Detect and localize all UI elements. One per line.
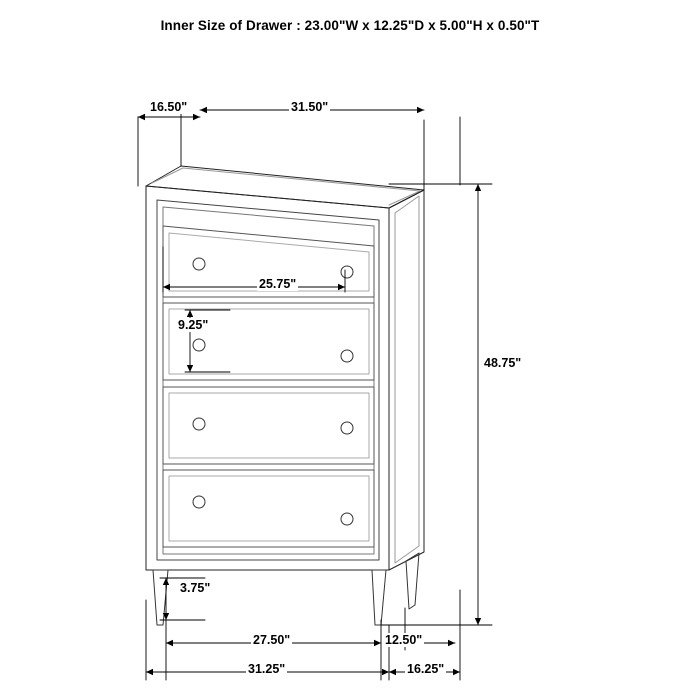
- drawer-4: [163, 470, 374, 547]
- dim-drawer-inner-height: 9.25": [178, 318, 209, 332]
- drawer-3: [163, 387, 374, 464]
- dim-height-total: 48.75": [484, 356, 522, 370]
- drawer-2: [163, 303, 374, 380]
- cabinet-side-panel: [389, 190, 424, 570]
- dim-base-inner-width: 27.50": [253, 633, 291, 647]
- dim-drawer-inner-width: 25.75": [259, 277, 297, 291]
- dim-base-inner-depth: 12.50": [385, 633, 423, 647]
- dim-width-top: 31.50": [291, 100, 329, 114]
- dim-leg-height: 3.75": [180, 581, 211, 595]
- dim-base-overall-depth: 16.25": [407, 662, 445, 676]
- cabinet-top: [146, 166, 424, 208]
- dim-base-overall-width: 31.25": [248, 662, 286, 676]
- dim-depth-top: 16.50": [150, 100, 188, 114]
- page-title: Inner Size of Drawer : 23.00"W x 12.25"D x 5.00"H x 0.50"T: [160, 18, 540, 33]
